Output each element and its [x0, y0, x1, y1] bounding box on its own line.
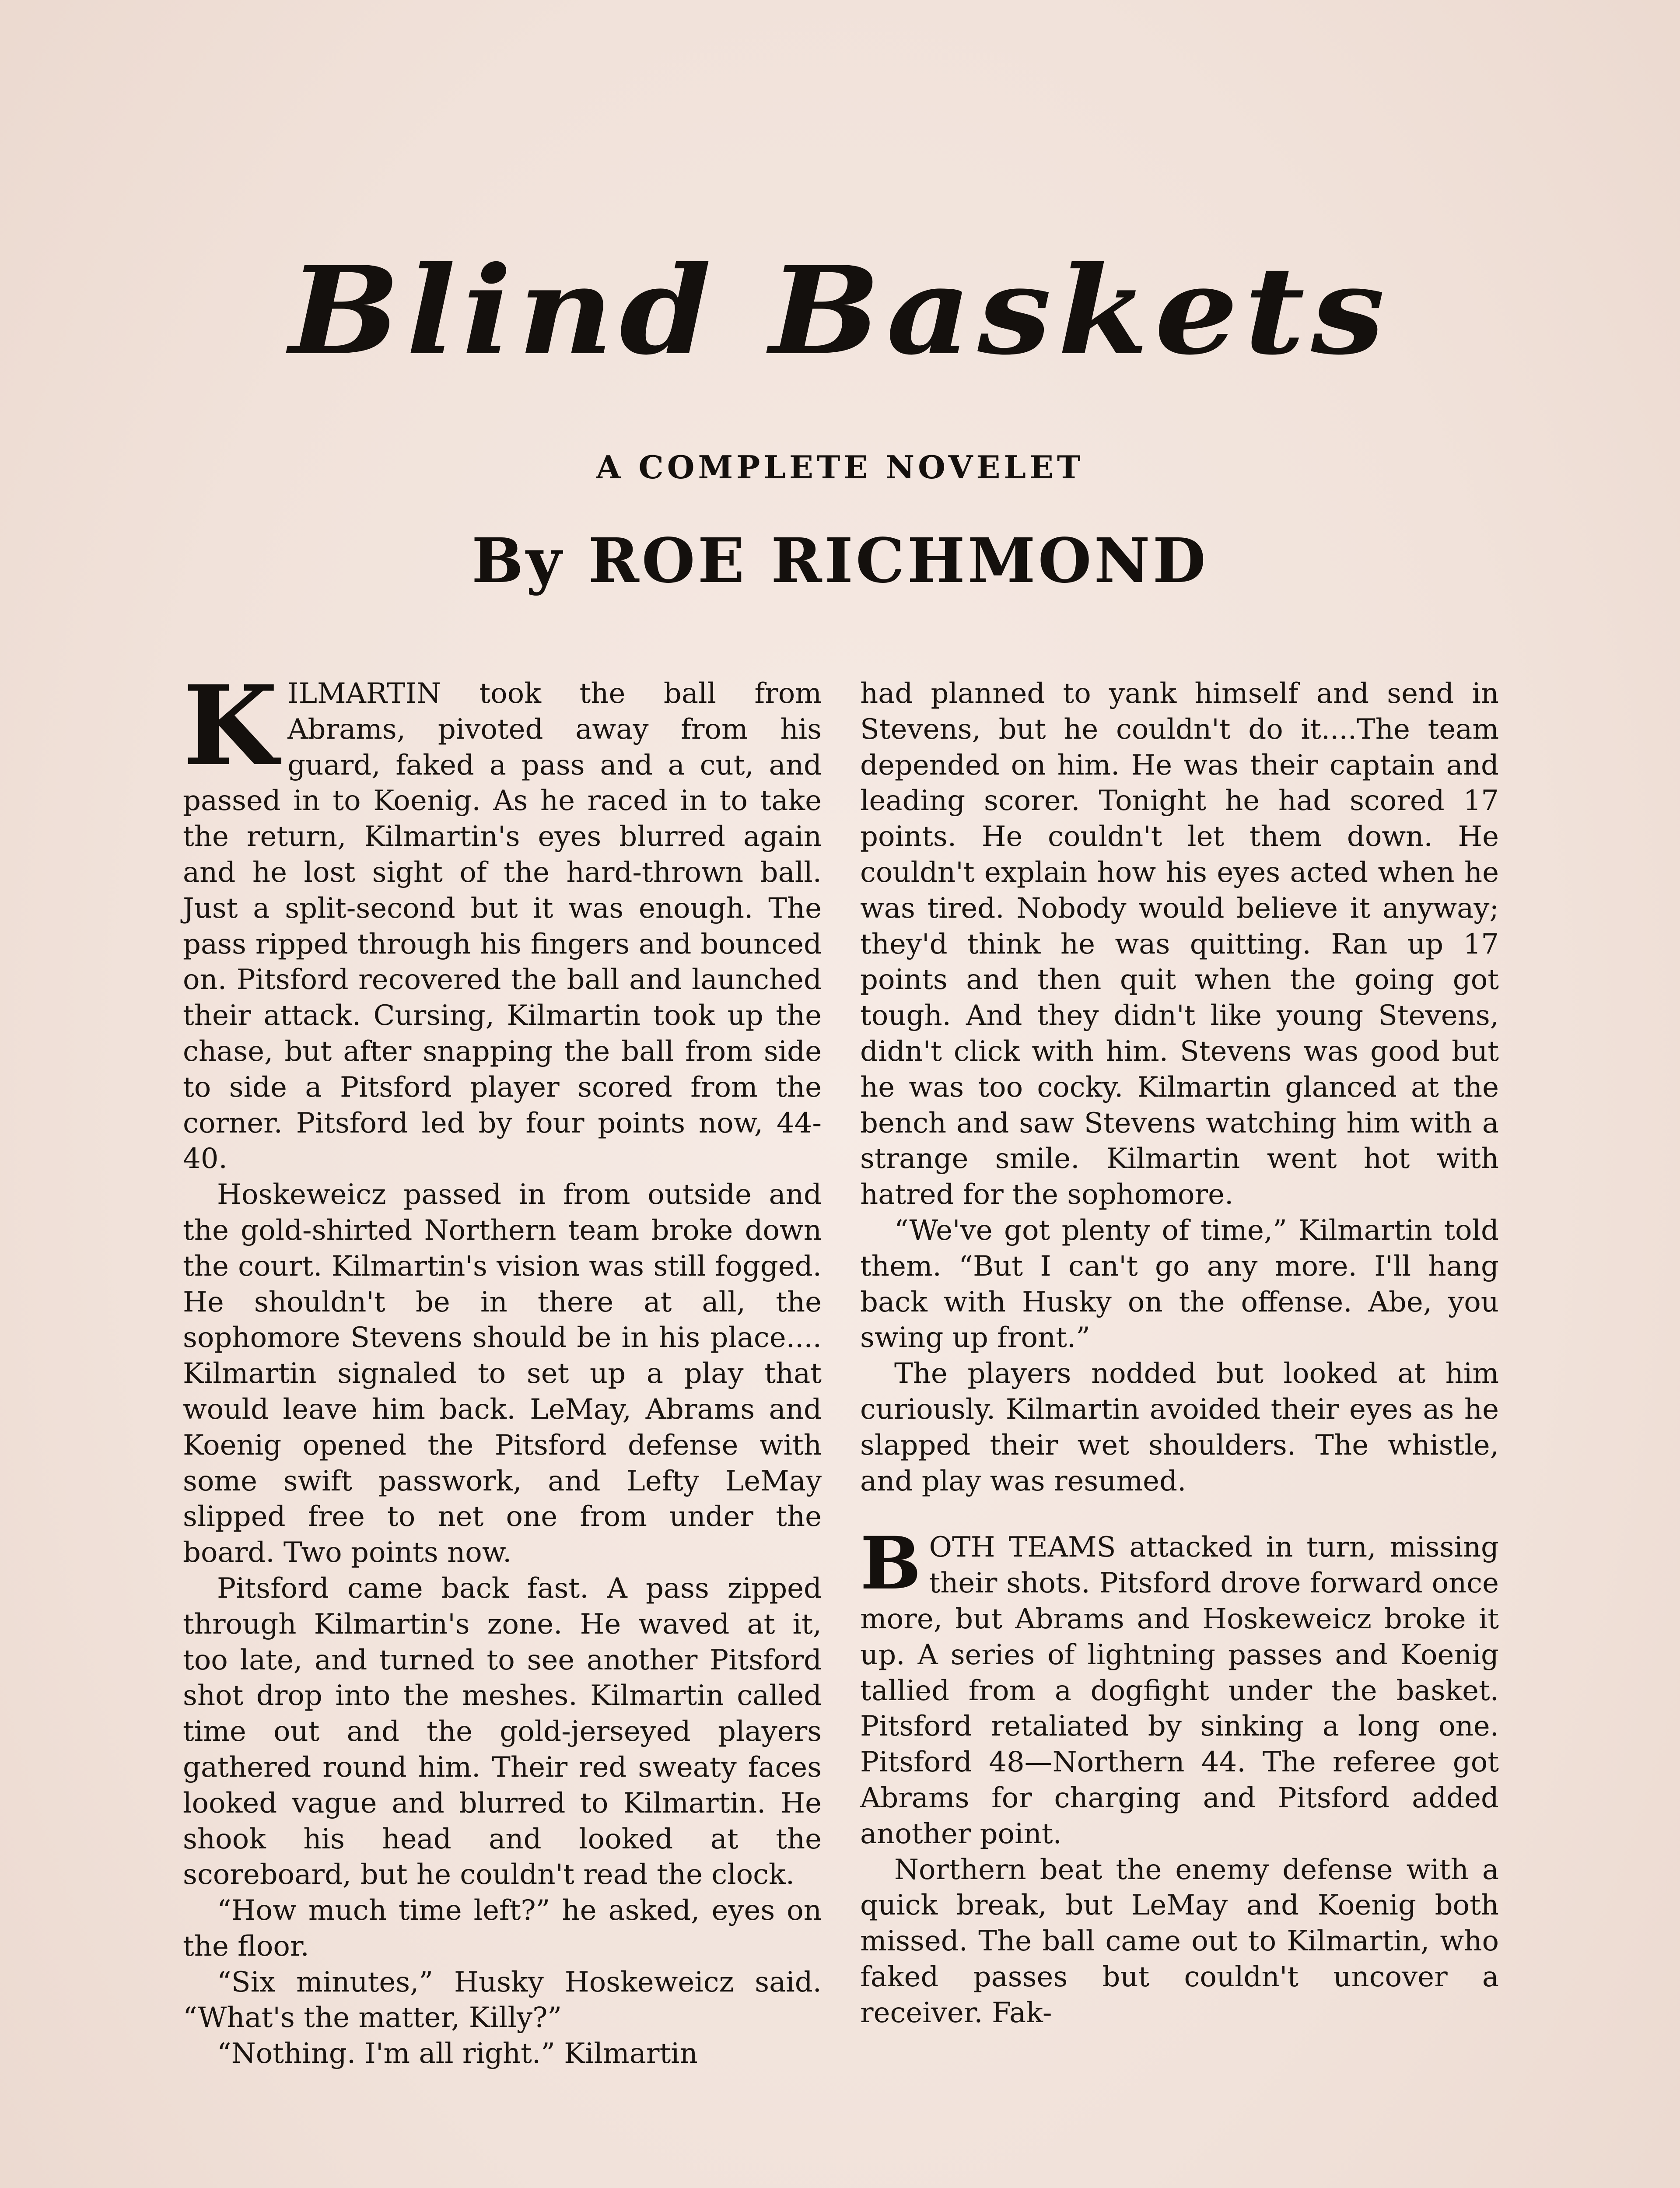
- author-byline: By ROE RICHMOND: [471, 525, 1208, 597]
- paragraph: Hoskeweicz passed in from outside and the gold-shirted Northern team broke down the court. Kilmartin's vision was still fogged. He shouldn't be in there at all, the sophomore Stevens should be in his place.... Kilmartin signaled to set up a play that would leave him back. LeMay, Abrams and Koenig opened the Pitsford defense with some swift passwork, and Lefty LeMay slipped free to net one from under the board. Two points now.: [183, 1178, 822, 1569]
- story-subtitle: A COMPLETE NOVELET: [596, 449, 1084, 486]
- paragraph: Northern beat the enemy defense with a quick break, but LeMay and Koenig both missed. The ball came out to Kilmartin, who faked passes but couldn't uncover a receiver. Fak-: [860, 1853, 1499, 2029]
- paragraph: “Nothing. I'm all right.” Kilmartin: [217, 2037, 698, 2070]
- paragraph: The players nodded but looked at him curiously. Kilmartin avoided their eyes as he slapped their wet shoulders. The whistle, and play was resumed.: [860, 1357, 1499, 1497]
- paragraph: Pitsford came back fast. A pass zipped through Kilmartin's zone. He waved at it, too late, and turned to see another Pitsford shot drop into the meshes. Kilmartin called time out and the gold-jerseyed players gathered round him. Their red sweaty faces looked vague and blurred to Kilmartin. He shook his head and looked at the scoreboard, but he couldn't read the clock.: [183, 1572, 822, 1891]
- drop-cap: B: [860, 1521, 921, 1606]
- text-column-left: [183, 661, 822, 2072]
- paragraph: [183, 661, 822, 1177]
- paragraph: “We've got plenty of time,” Kilmartin told them. “But I can't go any more. I'll hang back with Husky on the offense. Abe, you swing up front.”: [860, 1214, 1499, 1354]
- drop-cap: K: [183, 661, 278, 790]
- paragraph: had planned to yank himself and send in Stevens, but he couldn't do it....The team depended on him. He was their captain and leading scorer. Tonight he had scored 17 points. He couldn't let them down. He couldn't explain how his eyes acted when he was tired. Nobody would believe it anyway; they'd think he was quitting. Ran up 17 points and then quit when the going got tough. And they didn't like young Stevens, didn't click with him. Stevens was good but he was too cocky. Kilmartin glanced at the bench and saw Stevens watching him with a strange smile. Kilmartin went hot with hatred for the sophomore.: [860, 677, 1499, 1211]
- paragraph-text: ILMARTIN took the ball from Abrams, pivoted away from his guard, faked a pass and a cut, and passed in to Koenig. As he raced in to take the return, Kilmartin's eyes blurred again and he lost sight of the hard-thrown ball. Just a split-second but it was enough. The pass ripped through his fingers and bounced on. Pitsford recovered the ball and launched their attack. Cursing, Kilmartin took up the chase, but after snapping the ball from side to side a Pitsford player scored from the corner. Pitsford led by four points now, 44-40.: [183, 677, 822, 1175]
- paragraph-text: OTH TEAMS attacked in turn, missing their shots. Pitsford drove forward once more, but Abrams and Hoskeweicz broke it up. A series of lightning passes and Koenig tallied from a dogfight under the basket. Pitsford retaliated by sinking a long one. Pitsford 48—Northern 44. The referee got Abrams for charging and Pitsford added another point.: [860, 1531, 1499, 1850]
- paragraph: “How much time left?” he asked, eyes on the floor.: [183, 1894, 822, 1963]
- paragraph: “Six minutes,” Husky Hoskeweicz said. “What's the matter, Killy?”: [183, 1966, 822, 2034]
- paragraph: [860, 1521, 1499, 1852]
- story-title: Blind Baskets: [289, 239, 1391, 382]
- text-column-right: [860, 676, 1499, 2031]
